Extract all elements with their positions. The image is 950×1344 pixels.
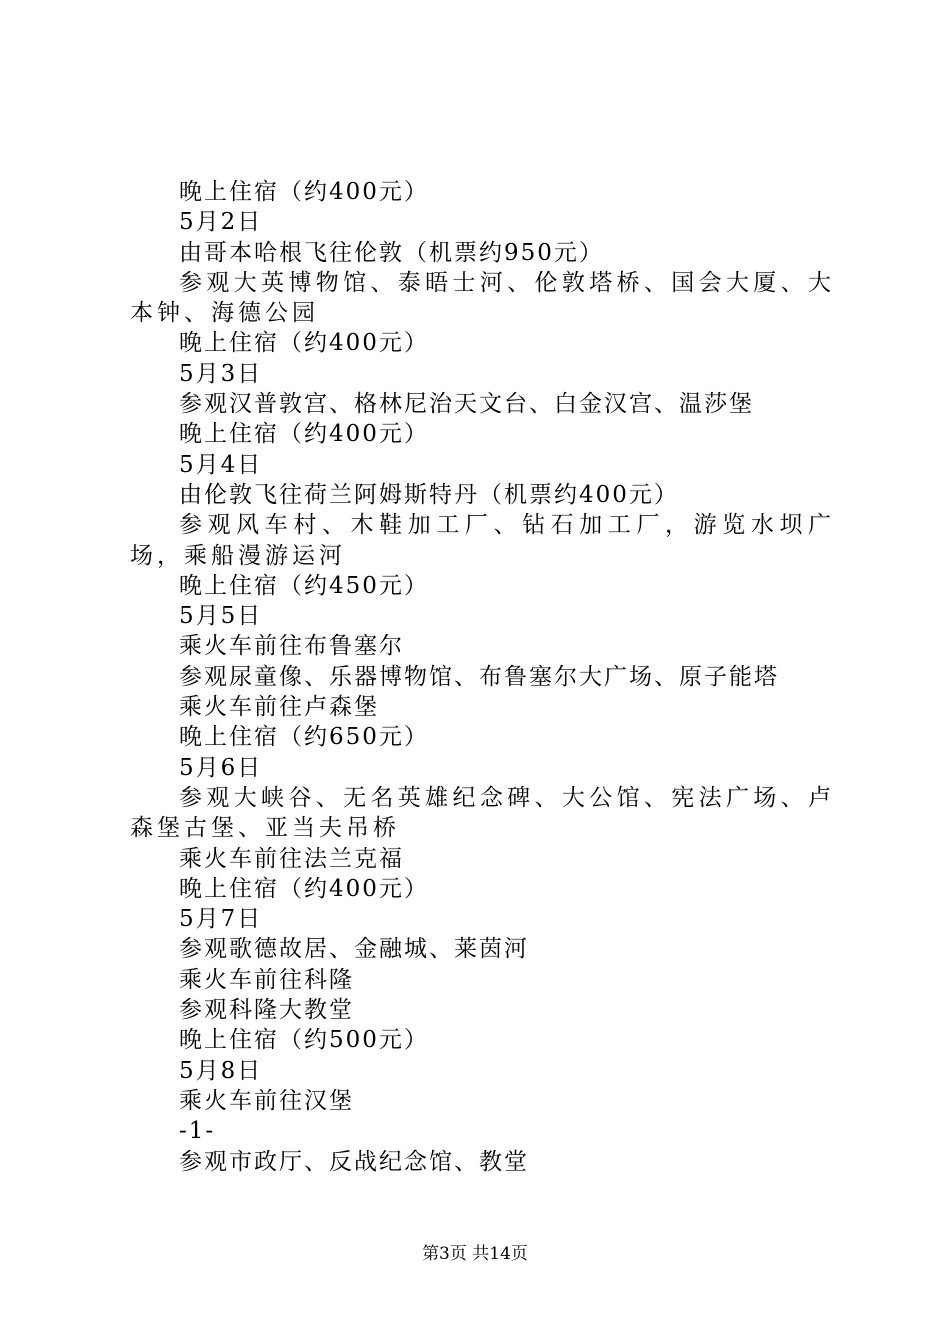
itinerary-line: 参观汉普敦宫、格林尼治天文台、白金汉宫、温莎堡 — [179, 391, 754, 418]
itinerary-body — [130, 177, 835, 1177]
itinerary-line: 5月8日 — [179, 1057, 263, 1084]
itinerary-line: 晚上住宿（约500元） — [179, 1027, 429, 1054]
itinerary-line: 5月4日 — [179, 451, 263, 478]
itinerary-line: 5月7日 — [179, 906, 263, 933]
itinerary-line: 参观大英博物馆、泰晤士河、伦敦塔桥、国会大厦、大本钟、海德公园 — [130, 269, 835, 327]
itinerary-line: 参观科隆大教堂 — [179, 997, 354, 1024]
itinerary-line: 晚上住宿（约400元） — [179, 421, 429, 448]
itinerary-line: 参观歌德故居、金融城、莱茵河 — [179, 936, 529, 963]
itinerary-line: 参观风车村、木鞋加工厂、钻石加工厂，游览水坝广场，乘船漫游运河 — [130, 512, 835, 569]
page-footer: 第3页 共14页 — [422, 1244, 528, 1264]
itinerary-line: 5月5日 — [179, 603, 263, 630]
itinerary-line: 由哥本哈根飞往伦敦（机票约950元） — [179, 239, 604, 266]
itinerary-line: 5月6日 — [179, 754, 263, 781]
itinerary-line: 参观尿童像、乐器博物馆、布鲁塞尔大广场、原子能塔 — [179, 663, 779, 690]
itinerary-line: 晚上住宿（约400元） — [179, 330, 429, 357]
itinerary-line: 晚上住宿（约400元） — [179, 875, 429, 902]
itinerary-line: 乘火车前往卢森堡 — [179, 694, 379, 721]
itinerary-line: 晚上住宿（约450元） — [179, 572, 429, 599]
itinerary-line: 参观市政厅、反战纪念馆、教堂 — [179, 1148, 529, 1175]
itinerary-line: -1- — [179, 1118, 216, 1145]
itinerary-line: 晚上住宿（约400元） — [179, 179, 429, 205]
itinerary-line: 由伦敦飞往荷兰阿姆斯特丹（机票约400元） — [179, 481, 679, 508]
itinerary-line: 乘火车前往法兰克福 — [179, 845, 404, 872]
itinerary-line: 乘火车前往汉堡 — [179, 1087, 354, 1114]
itinerary-line: 乘火车前往科隆 — [179, 966, 354, 993]
itinerary-line: 参观大峡谷、无名英雄纪念碑、大公馆、宪法广场、卢森堡古堡、亚当夫吊桥 — [130, 784, 835, 842]
itinerary-line: 5月2日 — [179, 209, 263, 236]
itinerary-line: 乘火车前往布鲁塞尔 — [179, 633, 404, 660]
itinerary-line: 5月3日 — [179, 360, 263, 387]
itinerary-line: 晚上住宿（约650元） — [179, 724, 429, 751]
